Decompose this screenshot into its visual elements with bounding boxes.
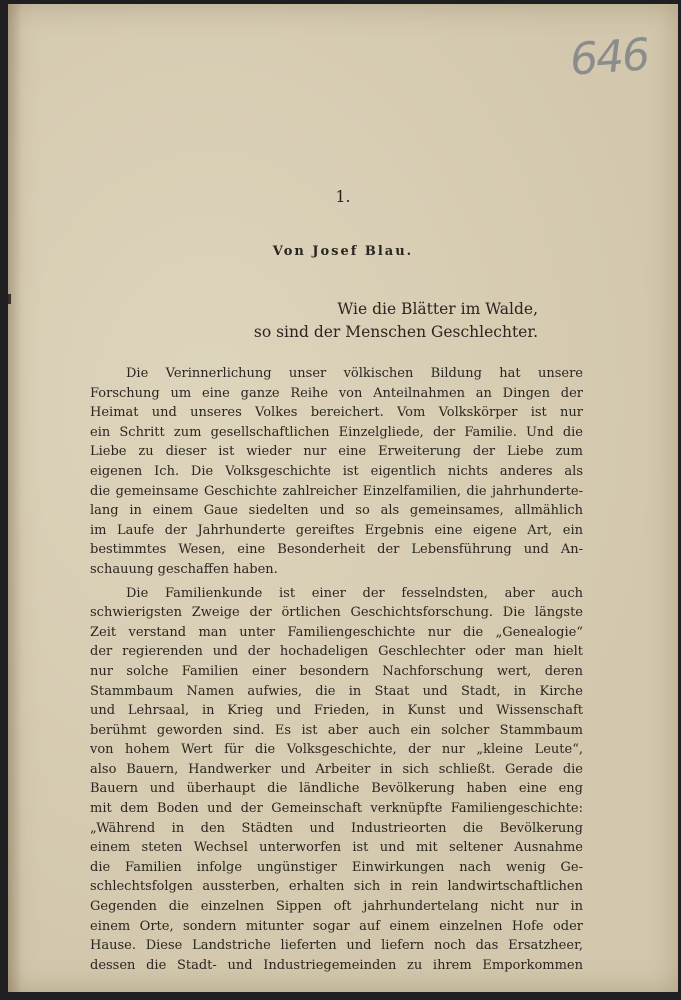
text-line: Liebe zu dieser ist wieder nur eine Erweiterung der Liebe zum (90, 444, 583, 460)
text-line: eigenen Ich. Die Volksgeschichte ist eigentlich nichts anderes als (90, 463, 583, 479)
text-line: Bauern und überhaupt die ländliche Bevölkerung haben eine eng (90, 781, 583, 797)
document-page (8, 4, 678, 992)
text-line: Die Familienkunde ist einer der fesselndsten, aber auch (126, 585, 583, 601)
text-line: berühmt geworden sind. Es ist aber auch ein solcher Stammbaum (90, 722, 583, 738)
text-line: von hohem Wert für die Volksgeschichte, der nur „kleine Leute“, (90, 742, 583, 758)
text-line: schauung geschaffen haben. (90, 561, 278, 577)
text-line: ein Schritt zum gesellschaftlichen Einzelgliede, der Familie. Und die (90, 424, 583, 440)
text-line: „Während in den Städten und Industrieorten die Bevölkerung (90, 820, 583, 836)
text-line: die gemeinsame Geschichte zahlreicher Einzelfamilien, die jahrhunderte- (90, 483, 583, 499)
text-line: Hause. Diese Landstriche lieferten und liefern noch das Ersatzheer, (90, 938, 583, 954)
binding-mark (8, 294, 11, 304)
author-line: Von Josef Blau. (272, 244, 414, 259)
text-line: nur solche Familien einer besondern Nachforschung wert, deren (90, 663, 583, 679)
handwritten-page-number: 646 (568, 29, 650, 86)
motto (254, 298, 538, 344)
text-line: schlechtsfolgen aussterben, erhalten sich in rein landwirtschaftlichen (90, 879, 583, 895)
text-line: also Bauern, Handwerker und Arbeiter in sich schließt. Gerade die (90, 761, 583, 777)
text-line: bestimmtes Wesen, eine Besonderheit der Lebensführung und An- (90, 542, 583, 558)
motto-line: so sind der Menschen Geschlechter. (253, 323, 538, 341)
body-text (90, 364, 583, 975)
text-line: die Familien infolge ungünstiger Einwirkungen nach wenig Ge- (90, 859, 583, 875)
text-line: lang in einem Gaue siedelten und so als gemeinsames, allmählich (90, 503, 583, 519)
text-line: im Laufe der Jahrhunderte gereiftes Ergebnis eine eigene Art, ein (90, 522, 583, 538)
paragraph-1 (90, 364, 583, 580)
chapter-number: 1. (335, 187, 351, 206)
text-line: dessen die Stadt- und Industriegemeinden zu ihrem Emporkommen (90, 957, 583, 973)
text-line: mit dem Boden und der Gemeinschaft verknüpfte Familiengeschichte: (90, 801, 583, 817)
motto-line: Wie die Blätter im Walde, (337, 300, 538, 318)
text-line: und Lehrsaal, in Krieg und Frieden, in Kunst und Wissenschaft (90, 703, 583, 719)
text-line: schwierigsten Zweige der örtlichen Geschichtsforschung. Die längste (90, 605, 583, 621)
text-line: einem Orte, sondern mitunter sogar auf einem einzelnen Hofe oder (90, 918, 583, 934)
text-line: Die Verinnerlichung unser völkischen Bildung hat unsere (126, 366, 583, 381)
text-line: Zeit verstand man unter Familiengeschichte nur die „Genealogie“ (90, 624, 583, 640)
text-line: Forschung um eine ganze Reihe von Anteilnahmen an Dingen der (90, 385, 583, 401)
text-line: der regierenden und der hochadeligen Geschlechter oder man hielt (90, 644, 583, 660)
text-line: einem steten Wechsel unterworfen ist und mit seltener Ausnahme (90, 840, 583, 856)
text-line: Gegenden die einzelnen Sippen oft jahrhundertelang nicht nur in (90, 899, 583, 915)
paragraph-2 (90, 584, 583, 976)
text-line: Heimat und unseres Volkes bereichert. Vom Volkskörper ist nur (90, 405, 583, 421)
text-line: Stammbaum Namen aufwies, die in Staat und Stadt, in Kirche (90, 683, 583, 699)
